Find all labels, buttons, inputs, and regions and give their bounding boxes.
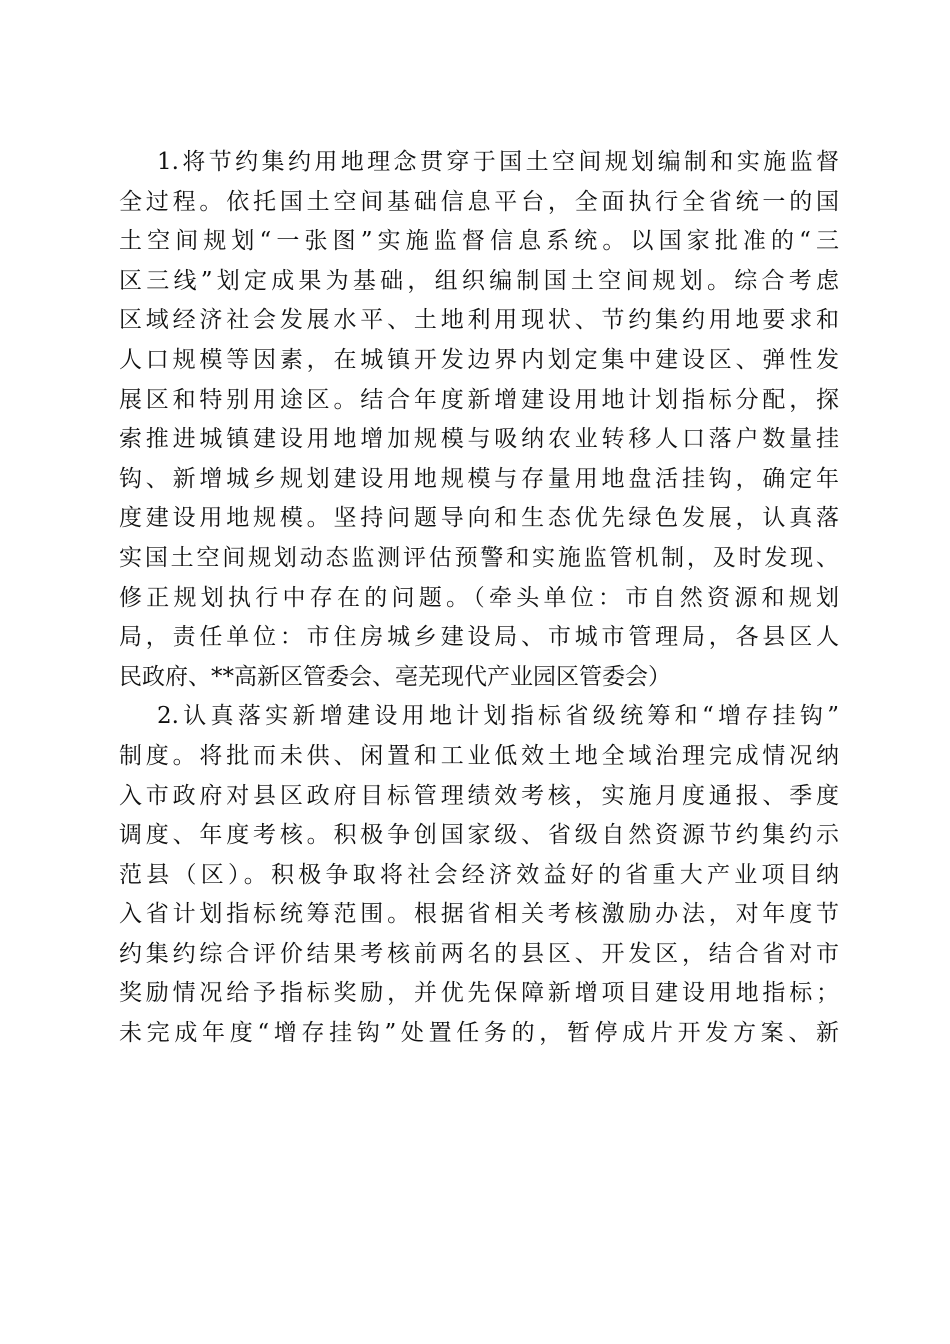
paragraph-1-line: 局，责任单位：市住房城乡建设局、市城市管理局，各县区人 bbox=[119, 624, 839, 651]
paragraph-1-line: 人口规模等因素，在城镇开发边界内划定集中建设区、弹性发 bbox=[119, 346, 839, 373]
paragraph-2-line: 2.认真落实新增建设用地计划指标省级统筹和“增存挂钩” bbox=[157, 703, 839, 730]
paragraph-1-line: 1.将节约集约用地理念贯穿于国土空间规划编制和实施监督 bbox=[157, 149, 839, 175]
paragraph-1-line: 区域经济社会发展水平、土地利用现状、节约集约用地要求和 bbox=[119, 307, 839, 334]
paragraph-2-line: 未完成年度“增存挂钩”处置任务的，暂停成片开发方案、新 bbox=[119, 1020, 839, 1047]
paragraph-1-line: 修正规划执行中存在的问题。（牵头单位：市自然资源和规划 bbox=[119, 584, 839, 611]
paragraph-2-line: 范县（区）。积极争取将社会经济效益好的省重大产业项目纳 bbox=[119, 861, 839, 888]
paragraph-1-line: 土空间规划“一张图”实施监督信息系统。以国家批准的“三 bbox=[119, 228, 839, 255]
paragraph-1-line: 展区和特别用途区。结合年度新增建设用地计划指标分配，探 bbox=[119, 386, 839, 413]
paragraph-1-line: 实国土空间规划动态监测评估预警和实施监管机制，及时发现、 bbox=[119, 544, 839, 571]
document-body bbox=[119, 143, 839, 1054]
paragraph-1-line: 索推进城镇建设用地增加规模与吸纳农业转移人口落户数量挂 bbox=[119, 426, 839, 453]
paragraph-1-line: 全过程。依托国土空间基础信息平台，全面执行全省统一的国 bbox=[119, 188, 839, 215]
paragraph-1-line: 钩、新增城乡规划建设用地规模与存量用地盘活挂钩，确定年 bbox=[119, 465, 839, 492]
paragraph-1-line: 度建设用地规模。坚持问题导向和生态优先绿色发展，认真落 bbox=[119, 505, 839, 532]
paragraph-2-line: 入省计划指标统筹范围。根据省相关考核激励办法，对年度节 bbox=[119, 901, 839, 928]
paragraph-2-line: 制度。将批而未供、闲置和工业低效土地全域治理完成情况纳 bbox=[119, 742, 839, 769]
paragraph-1-line: 区三线”划定成果为基础，组织编制国土空间规划。综合考虑 bbox=[119, 267, 839, 294]
paragraph-2-line: 入市政府对县区政府目标管理绩效考核，实施月度通报、季度 bbox=[119, 782, 839, 809]
paragraph-2-line: 约集约综合评价结果考核前两名的县区、开发区，结合省对市 bbox=[119, 940, 839, 967]
paragraph-1-line: 民政府、**高新区管委会、亳芜现代产业园区管委会） bbox=[119, 663, 671, 690]
paragraph-2-line: 奖励情况给予指标奖励，并优先保障新增项目建设用地指标； bbox=[119, 980, 839, 1007]
paragraph-2-line: 调度、年度考核。积极争创国家级、省级自然资源节约集约示 bbox=[119, 822, 839, 849]
